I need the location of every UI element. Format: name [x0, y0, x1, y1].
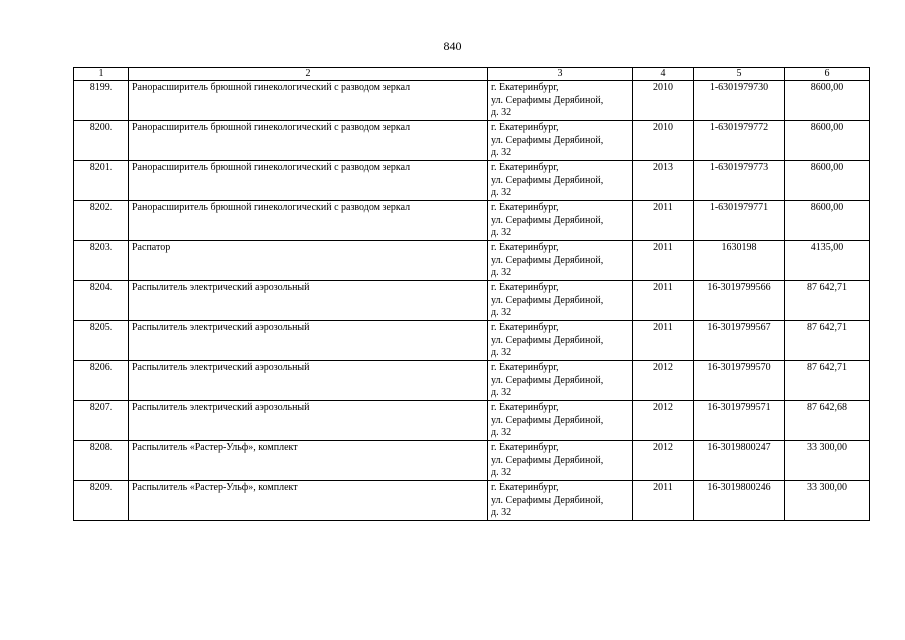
row-number-cell: 8199. [74, 81, 129, 121]
table-row [74, 81, 870, 121]
year-cell: 2010 [633, 121, 694, 161]
inventory-number-cell: 16-3019799570 [694, 361, 785, 401]
cost-cell: 87 642,71 [785, 361, 870, 401]
address-line: д. 32 [491, 387, 512, 398]
row-number-cell: 8202. [74, 201, 129, 241]
inventory-number-cell: 1-6301979773 [694, 161, 785, 201]
item-name-cell: Ранорасширитель брюшной гинекологический с разводом зеркал [129, 161, 488, 201]
address-line: г. Екатеринбург, [491, 442, 559, 453]
address-line: д. 32 [491, 507, 512, 518]
inventory-number-cell: 1-6301979771 [694, 201, 785, 241]
inventory-number-cell: 16-3019799571 [694, 401, 785, 441]
address-line: ул. Серафимы Дерябиной, [491, 214, 604, 226]
cost-cell: 33 300,00 [785, 481, 870, 521]
column-header: 4 [633, 68, 694, 81]
table-row [74, 161, 870, 201]
year-cell: 2012 [633, 441, 694, 481]
cost-cell: 87 642,71 [785, 281, 870, 321]
address-cell [488, 121, 633, 161]
address-cell [488, 401, 633, 441]
row-number-cell: 8206. [74, 361, 129, 401]
column-header: 1 [74, 68, 129, 81]
page-number: 840 [443, 39, 462, 53]
address-cell [488, 441, 633, 481]
row-number-cell: 8209. [74, 481, 129, 521]
table-row [74, 321, 870, 361]
inventory-number-cell: 16-3019800247 [694, 441, 785, 481]
address-line: д. 32 [491, 147, 512, 158]
address-line: д. 32 [491, 307, 512, 318]
address-cell [488, 481, 633, 521]
cost-cell: 4135,00 [785, 241, 870, 281]
address-line: ул. Серафимы Дерябиной, [491, 494, 604, 506]
cost-cell: 8600,00 [785, 161, 870, 201]
address-line: г. Екатеринбург, [491, 402, 559, 413]
row-number-cell: 8208. [74, 441, 129, 481]
address-line: ул. Серафимы Дерябиной, [491, 334, 604, 346]
inventory-number-cell: 1-6301979730 [694, 81, 785, 121]
year-cell: 2012 [633, 401, 694, 441]
inventory-number-cell: 1630198 [694, 241, 785, 281]
row-number-cell: 8203. [74, 241, 129, 281]
address-cell [488, 81, 633, 121]
address-line: г. Екатеринбург, [491, 202, 559, 213]
row-number-cell: 8207. [74, 401, 129, 441]
address-line: д. 32 [491, 427, 512, 438]
item-name-cell: Ранорасширитель брюшной гинекологический с разводом зеркал [129, 201, 488, 241]
address-line: г. Екатеринбург, [491, 362, 559, 373]
address-line: д. 32 [491, 467, 512, 478]
address-cell [488, 361, 633, 401]
address-line: ул. Серафимы Дерябиной, [491, 294, 604, 306]
table-row [74, 361, 870, 401]
year-cell: 2013 [633, 161, 694, 201]
address-line: г. Екатеринбург, [491, 482, 559, 493]
year-cell: 2012 [633, 361, 694, 401]
table-row [74, 481, 870, 521]
address-line: ул. Серафимы Дерябиной, [491, 374, 604, 386]
inventory-number-cell: 16-3019799567 [694, 321, 785, 361]
cost-cell: 8600,00 [785, 201, 870, 241]
table-row [74, 241, 870, 281]
address-cell [488, 161, 633, 201]
address-line: г. Екатеринбург, [491, 82, 559, 93]
table-row [74, 201, 870, 241]
item-name-cell: Распылитель электрический аэрозольный [129, 361, 488, 401]
address-line: г. Екатеринбург, [491, 162, 559, 173]
item-name-cell: Распатор [129, 241, 488, 281]
item-name-cell: Распылитель «Растер-Ульф», комплект [129, 441, 488, 481]
column-header: 2 [129, 68, 488, 81]
address-cell [488, 321, 633, 361]
row-number-cell: 8201. [74, 161, 129, 201]
column-header: 6 [785, 68, 870, 81]
year-cell: 2011 [633, 321, 694, 361]
row-number-cell: 8204. [74, 281, 129, 321]
row-number-cell: 8200. [74, 121, 129, 161]
address-line: ул. Серафимы Дерябиной, [491, 134, 604, 146]
column-header: 5 [694, 68, 785, 81]
year-cell: 2011 [633, 201, 694, 241]
address-cell [488, 241, 633, 281]
table-row [74, 121, 870, 161]
address-line: д. 32 [491, 227, 512, 238]
address-line: ул. Серафимы Дерябиной, [491, 414, 604, 426]
item-name-cell: Распылитель электрический аэрозольный [129, 321, 488, 361]
address-line: ул. Серафимы Дерябиной, [491, 174, 604, 186]
column-header: 3 [488, 68, 633, 81]
address-line: г. Екатеринбург, [491, 282, 559, 293]
cost-cell: 8600,00 [785, 121, 870, 161]
address-cell [488, 281, 633, 321]
cost-cell: 87 642,71 [785, 321, 870, 361]
item-name-cell: Распылитель «Растер-Ульф», комплект [129, 481, 488, 521]
address-line: г. Екатеринбург, [491, 322, 559, 333]
year-cell: 2010 [633, 81, 694, 121]
address-line: д. 32 [491, 187, 512, 198]
inventory-number-cell: 16-3019800246 [694, 481, 785, 521]
address-line: г. Екатеринбург, [491, 122, 559, 133]
address-line: ул. Серафимы Дерябиной, [491, 454, 604, 466]
year-cell: 2011 [633, 241, 694, 281]
address-line: г. Екатеринбург, [491, 242, 559, 253]
table-row [74, 281, 870, 321]
row-number-cell: 8205. [74, 321, 129, 361]
item-name-cell: Ранорасширитель брюшной гинекологический с разводом зеркал [129, 81, 488, 121]
table-row [74, 441, 870, 481]
property-registry-table [73, 67, 870, 521]
address-line: д. 32 [491, 267, 512, 278]
address-line: ул. Серафимы Дерябиной, [491, 254, 604, 266]
cost-cell: 87 642,68 [785, 401, 870, 441]
year-cell: 2011 [633, 281, 694, 321]
item-name-cell: Ранорасширитель брюшной гинекологический с разводом зеркал [129, 121, 488, 161]
address-line: ул. Серафимы Дерябиной, [491, 94, 604, 106]
inventory-number-cell: 16-3019799566 [694, 281, 785, 321]
address-line: д. 32 [491, 107, 512, 118]
item-name-cell: Распылитель электрический аэрозольный [129, 281, 488, 321]
inventory-number-cell: 1-6301979772 [694, 121, 785, 161]
cost-cell: 8600,00 [785, 81, 870, 121]
year-cell: 2011 [633, 481, 694, 521]
table-header-row [74, 68, 870, 81]
cost-cell: 33 300,00 [785, 441, 870, 481]
address-cell [488, 201, 633, 241]
address-line: д. 32 [491, 347, 512, 358]
item-name-cell: Распылитель электрический аэрозольный [129, 401, 488, 441]
table-row [74, 401, 870, 441]
